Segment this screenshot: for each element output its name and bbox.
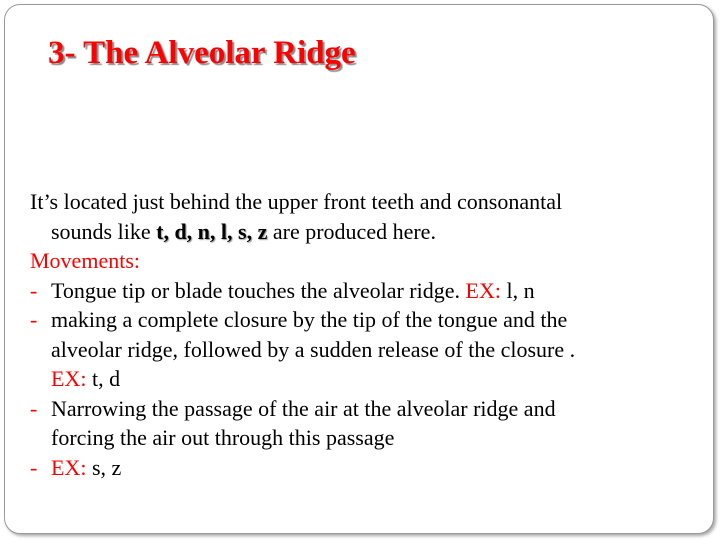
intro-sounds: t, d, n, l, s, z [156, 218, 268, 244]
intro-line-2-prefix: sounds like [51, 218, 157, 244]
bullet-2-ex-label: EX: [51, 366, 87, 391]
intro-line-2-suffix: are produced here. [267, 218, 436, 244]
bullet-2 [30, 305, 690, 394]
bullet-3-line-1: Narrowing the passage of the air at the alveolar ridge and [51, 395, 556, 421]
bullet-marker: - [30, 307, 38, 332]
bullet-4-ex-label: EX: [51, 454, 87, 480]
bullet-1-ex-value: l, n [500, 277, 535, 303]
slide-body [30, 187, 690, 482]
bullet-marker: - [30, 395, 38, 421]
bullet-marker: - [30, 277, 38, 303]
bullet-1-ex-label: EX: [465, 277, 501, 303]
bullet-3-line-2: forcing the air out through this passage [51, 425, 395, 450]
intro-paragraph [30, 187, 690, 246]
bullet-2-line-2: alveolar ridge, followed by a sudden release of the closure . [51, 336, 576, 362]
bullet-marker: - [30, 454, 38, 480]
bullet-1-line-1: Tongue tip or blade touches the alveolar ridge. [51, 277, 466, 303]
intro-line-1: It’s located just behind the upper front teeth and consonantal [30, 189, 563, 214]
movements-label: Movements: [30, 248, 140, 273]
slide-title: 3- The Alveolar Ridge [48, 35, 356, 71]
slide [4, 4, 714, 534]
bullet-4-ex-value: s, z [86, 454, 122, 480]
bullet-4 [30, 453, 690, 483]
bullet-2-ex-value: t, d [86, 366, 121, 391]
bullet-2-line-1: making a complete closure by the tip of the tongue and the [51, 307, 568, 332]
bullet-1 [30, 276, 690, 306]
bullet-3 [30, 394, 690, 453]
